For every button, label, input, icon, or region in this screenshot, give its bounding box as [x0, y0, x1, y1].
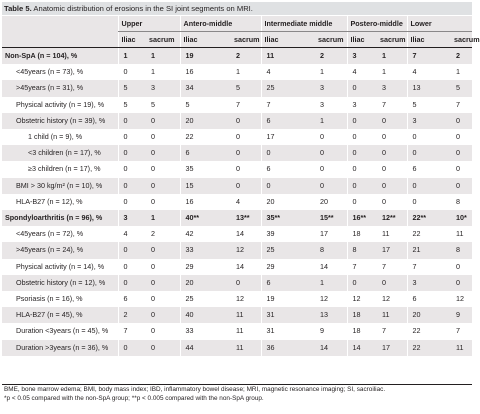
cell-value: 0 [118, 64, 146, 80]
table-row [2, 259, 472, 275]
cell-value: 0 [236, 164, 240, 174]
cell-value: 4 [407, 64, 451, 80]
cell-value: 40** [180, 210, 231, 226]
cell-value: 1 [236, 67, 240, 77]
cell-value: 19 [180, 48, 231, 65]
cell-value: 22 [180, 129, 231, 145]
cell-value: 20 [407, 307, 451, 323]
header-row-groups [2, 16, 472, 32]
header-sub-cell: sacrum [146, 32, 180, 48]
cell-value: 3 [347, 48, 377, 65]
cell-value: 3 [118, 210, 146, 226]
cell-value: 11 [231, 340, 261, 356]
table-row [2, 97, 472, 113]
cell-value: 1 [146, 48, 180, 65]
cell-value: 0 [146, 340, 180, 356]
cell-value: 0 [347, 113, 377, 129]
cell-value: 0 [151, 196, 155, 206]
cell-value: 0 [118, 161, 146, 177]
cell-value: 17 [261, 129, 315, 145]
cell-value: 22 [407, 323, 451, 339]
cell-value: 20 [261, 194, 315, 210]
cell-value: 15 [180, 178, 231, 194]
cell-value: 9 [320, 326, 324, 336]
cell-value: 5 [118, 80, 146, 96]
table-row [2, 161, 472, 177]
cell-value: 0 [407, 194, 451, 210]
cell-value: 2 [151, 229, 155, 239]
cell-value: 0 [261, 178, 315, 194]
table-row [2, 80, 472, 96]
header-group-postero-middle: Postero-middle [347, 16, 407, 32]
cell-value: 33 [180, 242, 231, 258]
cell-value: 5 [180, 97, 231, 113]
cell-value: 0 [347, 161, 377, 177]
table-row [2, 64, 472, 80]
cell-value: 1 [456, 67, 461, 77]
cell-value: 31 [261, 323, 315, 339]
row-label: HLA-B27 (n = 12), % [16, 196, 83, 206]
cell-value: 16 [180, 194, 231, 210]
cell-value: 0 [118, 259, 146, 275]
cell-value: 7 [456, 326, 461, 336]
cell-value: 1 [315, 113, 347, 129]
cell-value: 0 [451, 275, 472, 291]
cell-value: 1 [382, 67, 386, 77]
cell-value: 19 [261, 291, 315, 307]
cell-value: 0 [377, 145, 407, 161]
table-row [2, 340, 472, 356]
header-sub-cell: sacrum [451, 32, 472, 48]
cell-value: 12 [231, 242, 261, 258]
cell-value: 0 [407, 178, 451, 194]
cell-value: 5 [231, 80, 261, 96]
row-label: Duration <3years (n = 45), % [16, 326, 109, 336]
cell-value: 0 [146, 113, 180, 129]
cell-value: 1 [146, 210, 180, 226]
cell-value: 8 [347, 242, 377, 258]
cell-value: 7 [407, 259, 451, 275]
cell-value: 5 [451, 80, 472, 96]
cell-value: 0 [377, 113, 407, 129]
cell-value: 3 [315, 80, 347, 96]
cell-value: 2 [451, 48, 472, 65]
cell-value: 34 [180, 80, 231, 96]
cell-value: 12 [320, 294, 328, 304]
header-sub-cell: Iliac [118, 32, 146, 48]
cell-value: 0 [382, 164, 386, 174]
row-label: Non-SpA (n = 104), % [2, 48, 118, 65]
header-row-sub [2, 32, 472, 48]
cell-value: 0 [456, 261, 461, 271]
cell-value: 17 [377, 340, 407, 356]
cell-value: 14 [315, 340, 347, 356]
cell-value: 0 [315, 145, 347, 161]
cell-value: 7 [382, 261, 386, 271]
row-label: Obstetric history (n = 39), % [2, 113, 118, 129]
cell-value: 0 [231, 145, 261, 161]
table-section-row [2, 210, 472, 226]
cell-value: 39 [261, 226, 315, 242]
cell-value: 0 [118, 275, 146, 291]
cell-value: 4 [118, 226, 146, 242]
cell-value: 0 [231, 275, 261, 291]
cell-value: 16 [180, 64, 231, 80]
cell-value: 12** [377, 210, 407, 226]
table-row [2, 242, 472, 258]
cell-value: 18 [347, 323, 377, 339]
table-footnotes [2, 384, 472, 412]
cell-value: 17 [320, 229, 328, 239]
header-blank [2, 32, 118, 48]
cell-value: 0 [151, 132, 155, 142]
table-row [2, 194, 472, 210]
cell-value: 6 [261, 161, 315, 177]
cell-value: 11 [231, 307, 261, 323]
cell-value: 10* [451, 210, 472, 226]
cell-value: 0 [320, 132, 324, 142]
cell-value: 12 [456, 294, 465, 304]
cell-value: 7 [382, 99, 386, 109]
cell-value: 44 [180, 340, 231, 356]
cell-value: 11 [451, 340, 472, 356]
header-blank [2, 16, 118, 32]
header-group-intermediate-middle: Intermediate middle [261, 16, 347, 32]
cell-value: 4 [347, 64, 377, 80]
table-row [2, 129, 472, 145]
cell-value: 20 [180, 113, 231, 129]
header-group-upper: Upper [118, 16, 180, 32]
row-label: Psoriasis (n = 16), % [16, 294, 83, 304]
header-sub-cell: Iliac [261, 32, 315, 48]
cell-value: 0 [456, 164, 461, 174]
cell-value: 4 [261, 64, 315, 80]
row-label: Physical activity (n = 14), % [16, 261, 105, 271]
cell-value: 33 [180, 323, 231, 339]
cell-value: 0 [151, 294, 155, 304]
cell-value: 25 [261, 80, 315, 96]
table-row [2, 307, 472, 323]
cell-value: 0 [118, 242, 146, 258]
cell-value: 3 [407, 275, 451, 291]
cell-value: 35** [261, 210, 315, 226]
cell-value: 40 [180, 307, 231, 323]
cell-value: 0 [146, 178, 180, 194]
row-label: 1 child (n = 9), % [28, 132, 83, 142]
cell-value: 0 [118, 340, 146, 356]
cell-value: 0 [146, 242, 180, 258]
cell-value: 0 [347, 178, 377, 194]
row-label: Physical activity (n = 19), % [16, 99, 105, 109]
cell-value: 0 [118, 194, 146, 210]
cell-value: 5 [151, 99, 155, 109]
cell-value: 7 [236, 99, 240, 109]
table-row [2, 145, 472, 161]
cell-value: 0 [456, 132, 461, 142]
cell-value: 3 [347, 97, 377, 113]
cell-value: 16** [347, 210, 377, 226]
cell-value: 7 [382, 326, 386, 336]
cell-value: 0 [407, 145, 451, 161]
cell-value: 20 [180, 275, 231, 291]
row-label: <45years (n = 73), % [16, 67, 84, 77]
cell-value: 0 [146, 275, 180, 291]
cell-value: 25 [180, 291, 231, 307]
cell-value: 3 [377, 80, 407, 96]
row-label: >45years (n = 31), % [2, 80, 118, 96]
cell-value: 35 [180, 161, 231, 177]
cell-value: 8 [315, 242, 347, 258]
cell-value: 29 [180, 259, 231, 275]
cell-value: 2 [315, 48, 347, 65]
cell-value: 18 [347, 226, 377, 242]
cell-value: 0 [377, 275, 407, 291]
cell-value: 6 [261, 275, 315, 291]
row-label: >45years (n = 24), % [2, 242, 118, 258]
cell-value: 1 [151, 67, 155, 77]
table-row [2, 113, 472, 129]
header-sub-cell: sacrum [315, 32, 347, 48]
row-label: ≥3 children (n = 17), % [28, 164, 101, 174]
cell-value: 22 [407, 340, 451, 356]
cell-value: 42 [180, 226, 231, 242]
cell-value: 31 [261, 307, 315, 323]
cell-value: 0 [382, 132, 386, 142]
cell-value: 0 [347, 145, 377, 161]
cell-value: 0 [407, 129, 451, 145]
cell-value: 6 [180, 145, 231, 161]
row-label: BMI > 30 kg/m² (n = 10), % [2, 178, 118, 194]
cell-value: 9 [451, 307, 472, 323]
cell-value: 14 [320, 261, 328, 271]
cell-value: 7 [407, 48, 451, 65]
cell-value: 6 [261, 113, 315, 129]
header-sub-cell: Iliac [407, 32, 451, 48]
cell-value: 2 [118, 307, 146, 323]
cell-value: 0 [347, 129, 377, 145]
cell-value: 6 [118, 291, 146, 307]
cell-value: 0 [451, 178, 472, 194]
cell-value: 0 [320, 164, 324, 174]
cell-value: 11 [236, 326, 244, 336]
footnote-significance: *p < 0.05 compared with the non-SpA group; **p < 0.005 compared with the non-SpA group. [4, 395, 264, 402]
cell-value: 6 [407, 161, 451, 177]
cell-value: 7 [118, 323, 146, 339]
header-sub-cell: Iliac [347, 32, 377, 48]
footnote-abbreviations: BME, bone marrow edema; BMI, body mass index; IBD, inflammatory bowel disease; MRI, magnetic resonance imaging; SI, sacroiliac. [4, 386, 386, 393]
cell-value: 0 [118, 129, 146, 145]
cell-value: 13 [407, 80, 451, 96]
cell-value: 11 [382, 229, 390, 239]
cell-value: 1 [377, 48, 407, 65]
cell-value: 0 [151, 164, 155, 174]
cell-value: 1 [118, 48, 146, 65]
cell-value: 29 [261, 259, 315, 275]
cell-value: 3 [407, 113, 451, 129]
cell-value: 22 [407, 226, 451, 242]
cell-value: 14 [347, 340, 377, 356]
table-row [2, 226, 472, 242]
cell-value: 0 [231, 113, 261, 129]
cell-value: 11 [377, 307, 407, 323]
cell-value: 8 [456, 196, 461, 206]
cell-value: 7 [261, 97, 315, 113]
cell-value: 0 [118, 113, 146, 129]
cell-value: 0 [382, 196, 386, 206]
cell-value: 2 [231, 48, 261, 65]
cell-value: 22** [407, 210, 451, 226]
cell-value: 5 [407, 97, 451, 113]
cell-value: 25 [261, 242, 315, 258]
table-caption-text: Anatomic distribution of erosions in the SI joint segments on MRI. [33, 4, 253, 13]
cell-value: 0 [347, 275, 377, 291]
cell-value: 0 [146, 145, 180, 161]
table-row [2, 275, 472, 291]
cell-value: 0 [151, 326, 155, 336]
cell-value: 12 [347, 291, 377, 307]
header-sub-cell: Iliac [180, 32, 231, 48]
cell-value: 11 [456, 229, 464, 239]
cell-value: 21 [407, 242, 451, 258]
cell-value: 3 [320, 99, 324, 109]
cell-value: 5 [118, 97, 146, 113]
cell-value: 0 [315, 178, 347, 194]
cell-value: 0 [231, 178, 261, 194]
cell-value: 12 [236, 294, 244, 304]
header-group-antero-middle: Antero-middle [180, 16, 261, 32]
cell-value: 0 [261, 145, 315, 161]
cell-value: 11 [261, 48, 315, 65]
cell-value: 17 [377, 242, 407, 258]
erosion-table [2, 16, 480, 356]
cell-value: 36 [261, 340, 315, 356]
cell-value: 13 [315, 307, 347, 323]
table-section-row [2, 48, 472, 65]
cell-value: 0 [118, 145, 146, 161]
cell-value: 0 [377, 178, 407, 194]
row-label: Obstetric history (n = 12), % [2, 275, 118, 291]
cell-value: 8 [451, 242, 472, 258]
cell-value: 1 [315, 275, 347, 291]
cell-value: 7 [456, 99, 461, 109]
cell-value: 12 [382, 294, 390, 304]
row-label: <45years (n = 72), % [16, 229, 84, 239]
cell-value: 6 [407, 291, 451, 307]
cell-value: 13** [231, 210, 261, 226]
header-sub-cell: sacrum [377, 32, 407, 48]
cell-value: 0 [451, 145, 472, 161]
cell-value: 0 [347, 194, 377, 210]
cell-value: 4 [236, 196, 240, 206]
cell-value: 0 [347, 80, 377, 96]
table-caption [2, 2, 472, 15]
row-label: <3 children (n = 17), % [2, 145, 118, 161]
cell-value: 15** [315, 210, 347, 226]
cell-value: 14 [236, 229, 244, 239]
table-row [2, 178, 472, 194]
row-label: Duration >3years (n = 36), % [2, 340, 118, 356]
cell-value: 0 [118, 178, 146, 194]
table-row [2, 323, 472, 339]
table-caption-label: Table 5. [4, 4, 32, 13]
cell-value: 1 [320, 67, 324, 77]
cell-value: 20 [320, 196, 328, 206]
table-row [2, 291, 472, 307]
cell-value: 14 [236, 261, 244, 271]
cell-value: 0 [236, 132, 240, 142]
cell-value: 7 [347, 259, 377, 275]
header-group-lower: Lower [407, 16, 472, 32]
cell-value: 0 [151, 261, 155, 271]
row-label: Spondyloarthritis (n = 96), % [2, 210, 118, 226]
header-sub-cell: sacrum [231, 32, 261, 48]
cell-value: 0 [451, 113, 472, 129]
row-label: HLA-B27 (n = 45), % [2, 307, 118, 323]
cell-value: 3 [146, 80, 180, 96]
cell-value: 18 [347, 307, 377, 323]
cell-value: 0 [146, 307, 180, 323]
